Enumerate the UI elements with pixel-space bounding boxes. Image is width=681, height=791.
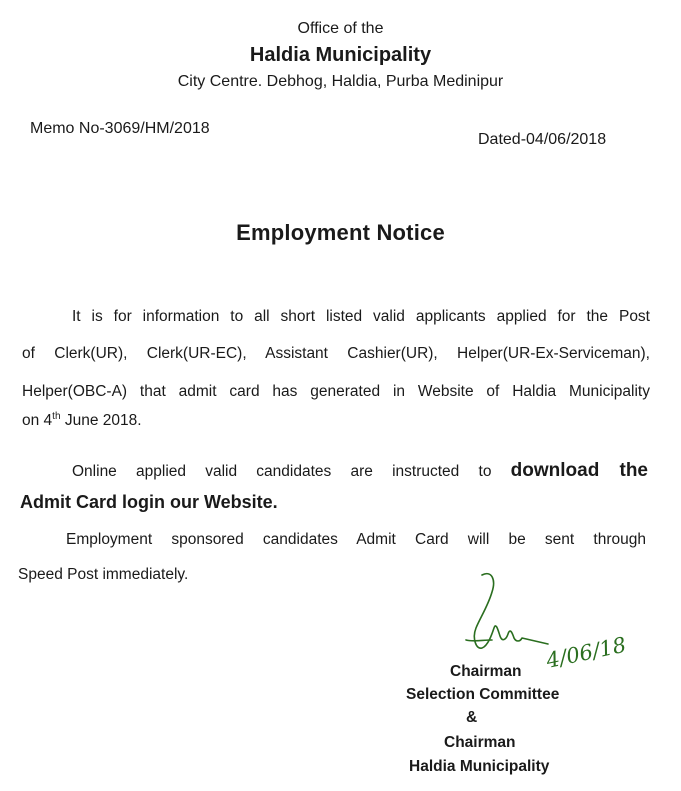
signatory-ampersand: & (466, 709, 478, 726)
paragraph-line: It is for information to all short listed valid applicants applied for the Post (72, 308, 650, 325)
paragraph-line: Helper(OBC-A) that admit card has generated in Website of Haldia Municipality (22, 383, 650, 400)
signatory-organization: Haldia Municipality (409, 758, 550, 775)
notice-title: Employment Notice (236, 220, 445, 245)
paragraph-line (22, 412, 142, 430)
paragraph-line: Employment sponsored candidates Admit Card will be sent through (66, 531, 646, 548)
instruction-text: Online applied valid candidates are instructed to (72, 463, 511, 480)
signatory-title: Chairman (444, 734, 516, 751)
memo-date: Dated-04/06/2018 (478, 131, 607, 148)
handwritten-signature (452, 570, 642, 675)
memo-number: Memo No-3069/HM/2018 (30, 120, 210, 137)
ordinal-suffix: th (52, 411, 61, 422)
paragraph-line (72, 460, 648, 482)
organization-name: Haldia Municipality (249, 44, 432, 66)
date-text-suffix: June 2018. (60, 412, 142, 429)
instruction-bold-text: download the (510, 460, 648, 481)
instruction-bold-line: Admit Card login our Website. (20, 492, 278, 512)
paragraph-line: of Clerk(UR), Clerk(UR-EC), Assistant Cashier(UR), Helper(UR-Ex-Serviceman), (22, 345, 650, 362)
organization-address: City Centre. Debhog, Haldia, Purba Medinipur (177, 73, 504, 90)
handwritten-date: 4/06/18 (544, 632, 629, 673)
signatory-title: Chairman (450, 663, 522, 680)
office-line: Office of the (297, 20, 384, 37)
paragraph-line: Speed Post immediately. (18, 566, 189, 583)
date-text: on 4 (22, 412, 53, 429)
signatory-committee: Selection Committee (406, 686, 560, 703)
